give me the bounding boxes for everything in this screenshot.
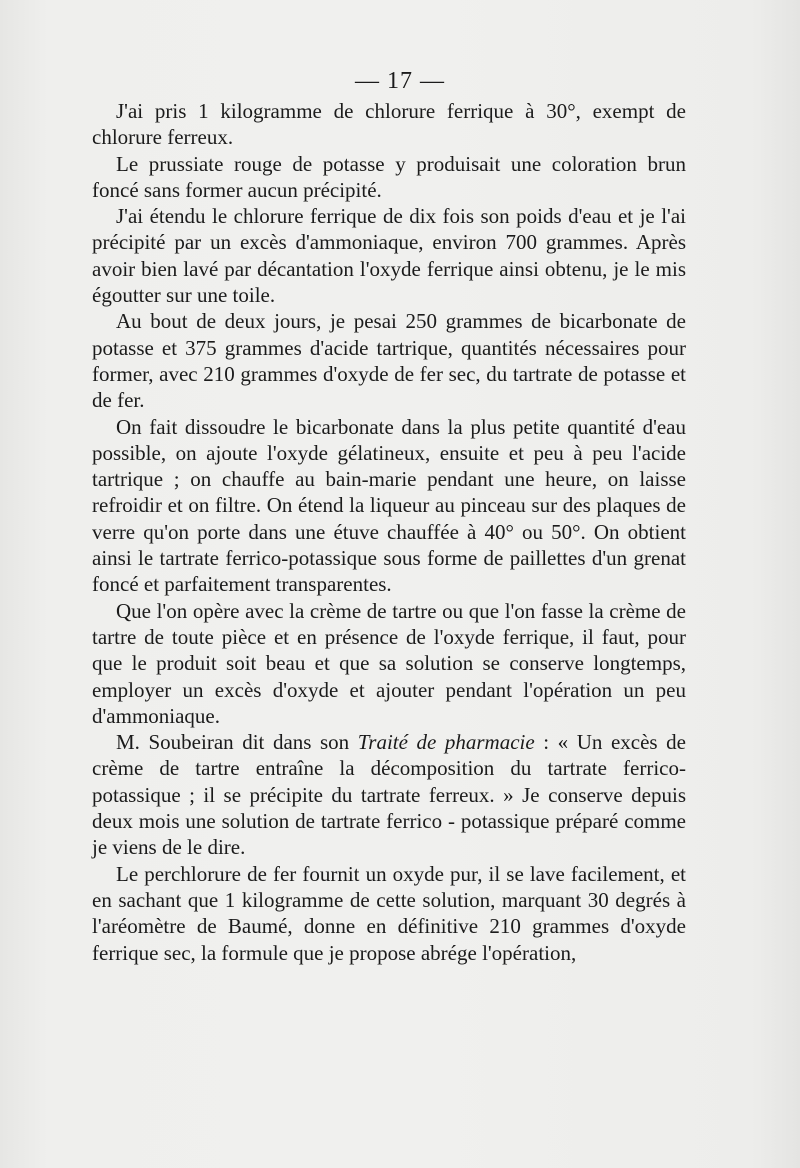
paragraph-citation (92, 729, 686, 860)
citation-lead: M. Soubeiran dit dans son (116, 730, 358, 755)
body-text (92, 98, 686, 966)
paragraph: On fait dissoudre le bicarbonate dans la plus petite quantité d'eau possible, on ajoute l'oxyde gélatineux, ensuite et peu à peu l'acide tartrique ; on chauffe au bain-marie pendant une heure, on laisse refroidir et on filtre. On étend la liqueur au pinceau sur des plaques de verre qu'on porte dans une étuve chauffée à 40° ou 50°. On obtient ainsi le tartrate ferrico-potassique sous forme de paillettes d'un grenat foncé et parfaitement transparentes. (92, 414, 686, 597)
paragraph: Que l'on opère avec la crème de tartre ou que l'on fasse la crème de tartre de toute pièce et en présence de l'oxyde ferrique, il faut, pour que le produit soit beau et que sa solution se conserve longtemps, employer un excès d'oxyde et ajouter pendant l'opération un peu d'ammoniaque. (92, 598, 686, 728)
citation-quote: : « Un excès de crème de tartre entraîne la décomposition du tartrate ferrico-potassique ; il se précipite du tartrate ferreux. » Je conserve depuis deux mois une solution de tartrate ferrico - potassique préparé comme je viens de le dire. (92, 730, 686, 860)
paragraph: J'ai étendu le chlorure ferrique de dix fois son poids d'eau et je l'ai précipité par un excès d'ammoniaque, environ 700 grammes. Après avoir bien lavé par décantation l'oxyde ferrique ainsi obtenu, je le mis égoutter sur une toile. (92, 204, 686, 308)
book-title: Traité de pharmacie (357, 730, 535, 755)
page-number: — 17 — (355, 68, 445, 94)
paragraph: Le perchlorure de fer fournit un oxyde pur, il se lave facilement, et en sachant que 1 kilogramme de cette solution, marquant 30 degrés à l'aréomètre de Baumé, donne en définitive 210 grammes d'oxyde ferrique sec, la formule que je propose abrége l'opération, (92, 861, 686, 965)
paragraph: Le prussiate rouge de potasse y produisait une coloration brun foncé sans former aucun précipité. (92, 151, 686, 202)
paragraph: Au bout de deux jours, je pesai 250 grammes de bicarbonate de potasse et 375 grammes d'acide tartrique, quantités nécessaires pour former, avec 210 grammes d'oxyde de fer sec, du tartrate de potasse et de fer. (92, 309, 686, 413)
paragraph: J'ai pris 1 kilogramme de chlorure ferrique à 30°, exempt de chlorure ferreux. (92, 99, 686, 150)
